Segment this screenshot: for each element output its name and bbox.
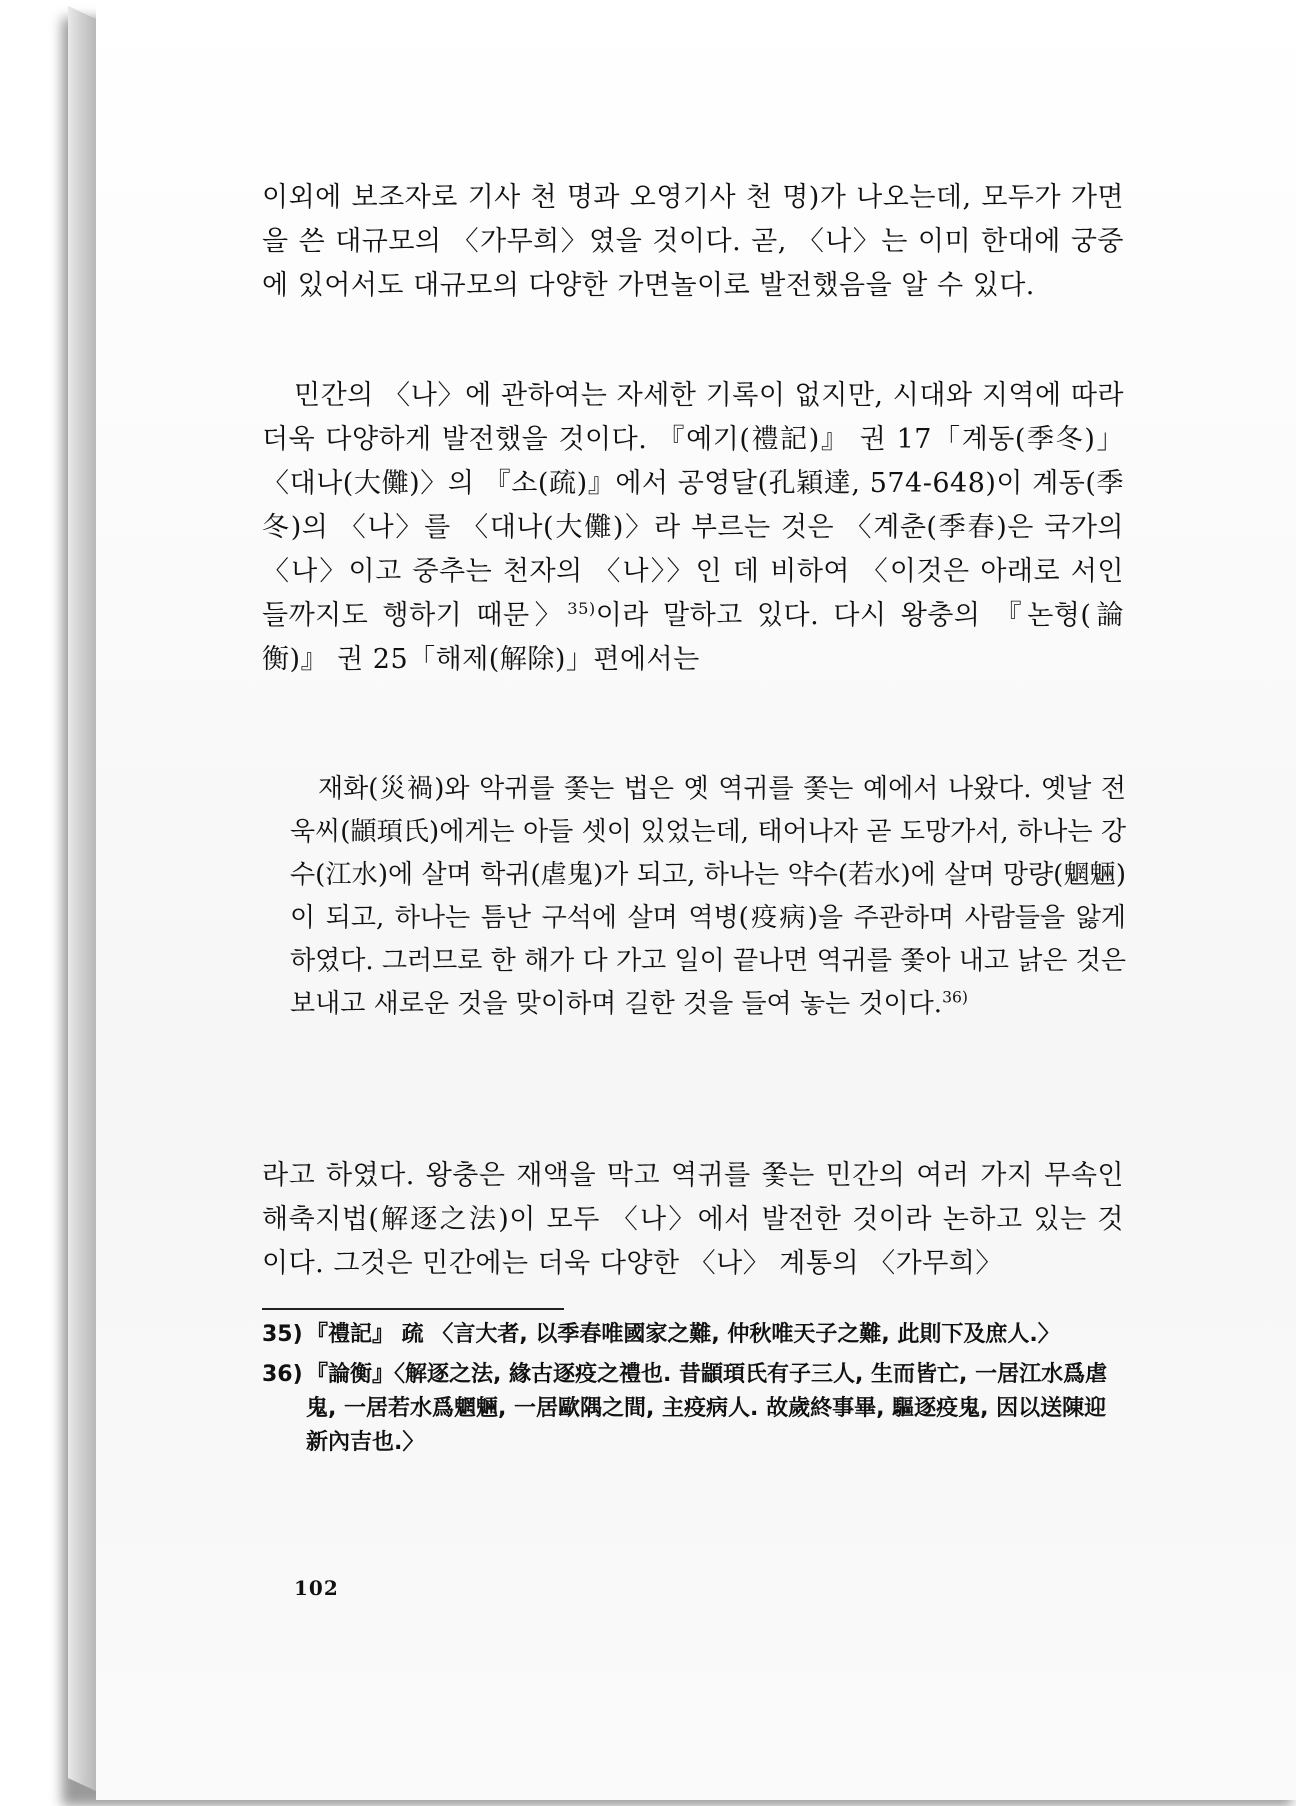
footnote-ref-35[interactable]: 35): [567, 599, 596, 618]
paragraph-2-text: 민간의 〈나〉에 관하여는 자세한 기록이 없지만, 시대와 지역에 따라 더욱 다양하게 발전했을 것이다. 『예기(禮記)』 권 17「계동(季冬)」〈대나(大儺)〉의 『소(疏)』에서 공영달(孔穎達, 574-648)이 계동(季冬)의 〈나〉를 〈대나(大儺)〉라 부르는 것은 〈계춘(季春)은 국가의 〈나〉이고 중추는 천자의 〈나〉〉인 데 비하여 〈이것은 아래로 서인들까지도 행하기 때문〉: [262, 380, 1124, 631]
paragraph-2: [262, 374, 1124, 682]
paragraph-1-text: 이외에 보조자로 기사 천 명과 오영기사 천 명)가 나오는데, 모두가 가면을 쓴 대규모의 〈가무희〉였을 것이다. 곧, 〈나〉는 이미 한대에 궁중에 있어서도 대규모의 다양한 가면놀이로 발전했음을 알 수 있다.: [262, 182, 1124, 301]
footnote-text: 『論衡』〈解逐之法, 緣古逐疫之禮也. 昔顓頊氏有子三人, 生而皆亡, 一居江水爲虐鬼, 一居若水爲魍魎, 一居歐隅之間, 主疫病人. 故歲終事畢, 驅逐疫鬼, 因以送陳迎新內吉也.〉: [306, 1362, 1108, 1455]
footnote-number: 35): [262, 1322, 303, 1347]
footnote-36: [262, 1358, 1124, 1460]
footnote-text: 『禮記』 疏 〈言大者, 以季春唯國家之難, 仲秋唯天子之難, 此則下及庶人.〉: [306, 1322, 1060, 1347]
book-spine-edge: [68, 6, 98, 1792]
block-quote-text: 재화(災禍)와 악귀를 쫓는 법은 옛 역귀를 쫓는 예에서 나왔다. 옛날 전욱씨(顓頊氏)에게는 아들 셋이 있었는데, 태어나자 곧 도망가서, 하나는 강수(江水)에 살며 학귀(虐鬼)가 되고, 하나는 약수(若水)에 살며 망량(魍魎)이 되고, 하나는 틈난 구석에 살며 역병(疫病)을 주관하며 사람들을 앓게 하였다. 그러므로 한 해가 다 가고 일이 끝나면 역귀를 쫓아 내고 낡은 것은 보내고 새로운 것을 맞이하며 길한 것을 들여 놓는 것이다.: [290, 774, 1126, 1019]
page-number: 102: [294, 1576, 339, 1600]
footnote-divider: [262, 1308, 564, 1310]
paragraph-3: [262, 1154, 1124, 1286]
block-quote: [290, 768, 1126, 1026]
footnotes: [262, 1318, 1124, 1466]
footnote-number: 36): [262, 1362, 303, 1387]
footnote-35: [262, 1318, 1124, 1352]
paragraph-1: [262, 176, 1124, 308]
footnote-ref-36[interactable]: 36): [942, 988, 968, 1007]
paragraph-3-text: 라고 하였다. 왕충은 재액을 막고 역귀를 쫓는 민간의 여러 가지 무속인 해축지법(解逐之法)이 모두 〈나〉에서 발전한 것이라 논하고 있는 것이다. 그것은 민간에는 더욱 다양한 〈나〉 계통의 〈가무희〉: [262, 1160, 1124, 1279]
paragraph-2-tail: 이라 말하고 있다. 다시 왕충의 『논형(論衡)』 권 25「해제(解除)」편에서는: [262, 600, 1124, 675]
